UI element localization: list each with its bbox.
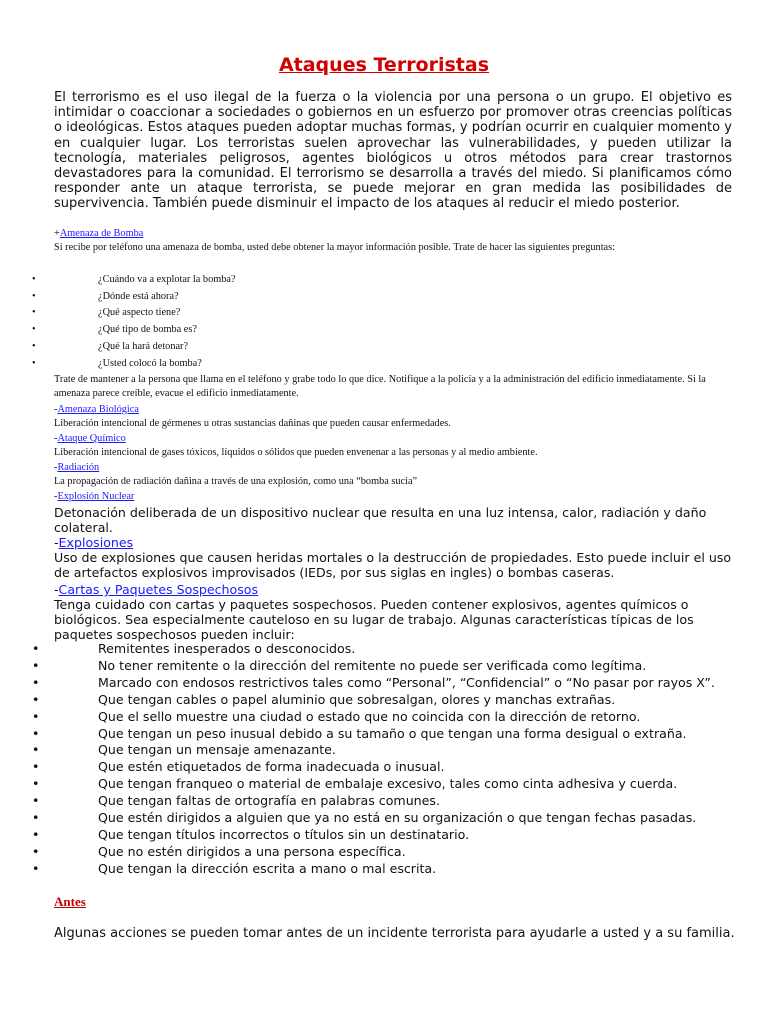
list-item (0, 641, 740, 658)
radiation-prefix: - (54, 462, 58, 473)
list-item (0, 810, 740, 827)
bio-threat-link[interactable]: Amenaza Biológica (57, 404, 139, 415)
bullet-icon: • (32, 742, 40, 758)
bio-prefix: - (54, 404, 58, 415)
chem-attack-section (54, 432, 744, 460)
mail-heading (54, 582, 744, 597)
bullet-icon: • (32, 793, 40, 809)
nuclear-prefix: - (54, 491, 58, 502)
bomb-threat-section (54, 227, 744, 255)
list-item (0, 742, 740, 759)
bomb-threat-heading (54, 227, 744, 241)
list-item-text: ¿Dónde está ahora? (98, 290, 179, 302)
list-item-text: ¿Qué tipo de bomba es? (98, 324, 197, 336)
bullet-icon: • (32, 340, 36, 352)
list-item-text: Que tengan títulos incorrectos o títulos sin un destinatario. (98, 826, 470, 842)
bomb-after-text: Trate de mantener a la persona que llama en el teléfono y grabe todo lo que dice. Notifique a la policía y a la administración del edificio inmediatamente. Si la amenaza parece creíble, evacue el edificio inmediatamente. (54, 374, 706, 399)
list-item-text: ¿Qué la hará detonar? (98, 340, 189, 352)
bomb-prefix: + (54, 228, 60, 239)
list-item (0, 726, 740, 743)
list-item (0, 339, 740, 356)
antes-heading: Antes (54, 894, 86, 909)
list-item (0, 692, 740, 709)
bullet-icon: • (32, 641, 40, 656)
explosions-prefix: - (54, 535, 59, 550)
list-item (0, 675, 740, 692)
mail-prefix: - (54, 582, 59, 597)
list-item-text: ¿Cuándo va a explotar la bomba? (98, 274, 236, 285)
explosions-link[interactable]: Explosiones (58, 535, 134, 550)
list-item-text: Que estén dirigidos a alguien que ya no está en su organización o que tengan fechas pasadas. (98, 810, 697, 826)
explosions-heading (54, 535, 744, 550)
bio-threat-section (54, 403, 744, 431)
mail-section (54, 582, 744, 642)
list-item (0, 272, 740, 289)
list-item-text: Que el sello muestre una ciudad o estado que no coincida con la dirección de retorno. (98, 708, 641, 724)
list-item (0, 776, 740, 793)
bio-threat-text: Liberación intencional de gérmenes u otras sustancias dañinas que pueden causar enfermedades. (54, 418, 451, 429)
nuclear-link[interactable]: Explosión Nuclear (57, 491, 135, 502)
bullet-icon: • (32, 725, 40, 741)
chem-attack-heading (54, 432, 744, 446)
list-item (0, 861, 740, 878)
radiation-section (54, 461, 744, 489)
nuclear-section (54, 490, 744, 535)
bio-threat-heading (54, 403, 744, 417)
list-item-text: Que tengan la dirección escrita a mano o mal escrita. (98, 860, 437, 876)
explosions-text: Uso de explosiones que causen heridas mortales o la destrucción de propiedades. Esto puede incluir el uso de artefactos explosivos improvisados (IEDs, por sus siglas en ingles) o bombas caseras. (54, 550, 732, 581)
explosions-section (54, 535, 744, 580)
list-item (0, 759, 740, 776)
list-item-text: No tener remitente o la dirección del remitente no puede ser verificada como legítima. (98, 657, 647, 673)
bullet-icon: • (32, 657, 40, 673)
nuclear-heading (54, 490, 744, 504)
bullet-icon: • (32, 826, 40, 842)
list-item (0, 322, 740, 339)
list-item-text: Que tengan cables o papel aluminio que sobresalgan, olores y manchas extrañas. (98, 691, 616, 707)
bullet-icon: • (32, 776, 40, 792)
bullet-icon: • (32, 843, 40, 859)
list-item (0, 356, 740, 373)
list-item (0, 658, 740, 675)
list-item-text: Marcado con endosos restrictivos tales como “Personal”, “Confidencial” o “No pasar por rayos X”. (98, 674, 715, 690)
bullet-icon: • (32, 307, 36, 319)
radiation-heading (54, 461, 744, 475)
bomb-threat-link[interactable]: Amenaza de Bomba (59, 228, 144, 239)
bullet-icon: • (32, 674, 40, 690)
list-item-text: Remitentes inesperados o desconocidos. (98, 641, 356, 656)
bullet-icon: • (32, 274, 36, 285)
bullet-icon: • (32, 810, 40, 826)
bomb-threat-text: Si recibe por teléfono una amenaza de bomba, usted debe obtener la mayor información posible. Trate de hacer las siguientes preguntas: (54, 242, 615, 253)
chem-prefix: - (54, 433, 58, 444)
bullet-icon: • (32, 357, 36, 369)
bullet-icon: • (32, 708, 40, 724)
list-item-text: ¿Qué aspecto tiene? (98, 307, 181, 319)
bullet-icon: • (32, 324, 36, 336)
bullet-icon: • (32, 290, 36, 302)
mail-text: Tenga cuidado con cartas y paquetes sospechosos. Pueden contener explosivos, agentes químicos o biológicos. Sea especialmente cauteloso en su lugar de trabajo. Algunas características típicas de los paquetes sospechosos pueden incluir: (54, 597, 694, 643)
list-item-text: Que tengan faltas de ortografía en palabras comunes. (98, 793, 440, 809)
list-item-text: Que tengan un peso inusual debido a su tamaño o que tengan una forma desigual o extraña. (98, 725, 687, 741)
list-item-text: Que tengan un mensaje amenazante. (98, 742, 336, 758)
list-item (0, 305, 740, 322)
page-title: Ataques Terroristas (278, 54, 490, 76)
chem-attack-link[interactable]: Ataque Químico (57, 433, 126, 444)
intro-paragraph: El terrorismo es el uso ilegal de la fuerza o la violencia por una persona o un grupo. El objetivo es intimidar o coaccionar a sociedades o gobiernos en un esfuerzo por promover otras creencias políticas o ideológicas. Estos ataques pueden adoptar muchas formas, y podrían ocurrir en cualquier momento y en cualquier lugar. Los terroristas suelen aprovechar las vulnerabilidades, y pueden utilizar la tecnología, materiales peligrosos, agentes biológicos u otros métodos para crear trastornos devastadores para la comunidad. El terrorismo se desarrolla a través del miedo. Si planificamos cómo responder ante un ataque terrorista, se puede mejorar en gran medida las posibilidades de supervivencia. También puede disminuir el impacto de los ataques al reducir el miedo posterior. (54, 90, 732, 212)
list-item-text: Que tengan franqueo o material de embalaje excesivo, tales como cinta adhesiva y cuerda. (98, 776, 678, 792)
list-item (0, 844, 740, 861)
radiation-link[interactable]: Radiación (57, 462, 100, 473)
list-item-text: Que no estén dirigidos a una persona específica. (98, 843, 406, 859)
list-item (0, 793, 740, 810)
bullet-icon: • (32, 860, 40, 876)
list-item (0, 709, 740, 726)
list-item-text: ¿Usted colocó la bomba? (98, 357, 202, 369)
mail-link[interactable]: Cartas y Paquetes Sospechosos (58, 582, 259, 597)
antes-text: Algunas acciones se pueden tomar antes de un incidente terrorista para ayudarle a usted y a su familia. (54, 926, 735, 941)
nuclear-text: Detonación deliberada de un dispositivo nuclear que resulta en una luz intensa, calor, radiación y daño colateral. (54, 505, 707, 536)
bullet-icon: • (32, 759, 40, 775)
list-item-text: Que estén etiquetados de forma inadecuada o inusual. (98, 759, 445, 775)
list-item (0, 827, 740, 844)
chem-attack-text: Liberación intencional de gases tóxicos, líquidos o sólidos que pueden envenenar a las personas y al medio ambiente. (54, 447, 538, 458)
list-item (0, 289, 740, 306)
radiation-text: La propagación de radiación dañina a través de una explosión, como una “bomba sucia” (54, 476, 418, 487)
bomb-questions-list (0, 272, 740, 372)
mail-characteristics-list (0, 641, 740, 878)
bullet-icon: • (32, 691, 40, 707)
